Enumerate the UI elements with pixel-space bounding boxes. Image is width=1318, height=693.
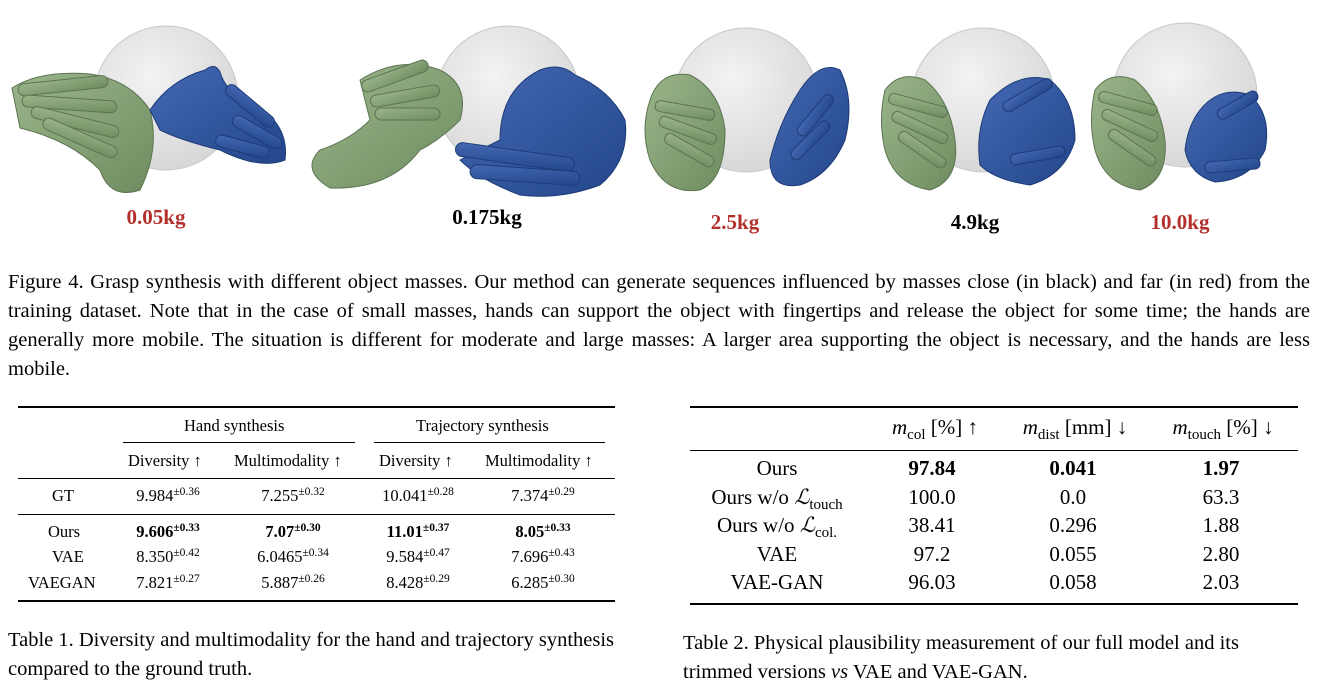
cell: 63.3	[1202, 485, 1240, 509]
cell: 1.97	[1202, 456, 1240, 480]
col-header-traj-multimodality: Multimodality ↑	[485, 451, 593, 470]
cell: $9.984^{\pm 0.36}$	[136, 486, 200, 505]
cell: $9.584^{\pm 0.47}$	[386, 547, 450, 566]
cell: 38.41	[908, 513, 956, 537]
group-header-trajectory: Trajectory synthesis	[416, 416, 549, 435]
header-rule	[690, 450, 1298, 451]
top-rule	[690, 406, 1298, 408]
cell: $8.05^{\pm 0.33}$	[515, 522, 571, 541]
row-name: Ours w/o ℒ$_{touch}$	[711, 485, 843, 514]
cell: $7.696^{\pm 0.43}$	[511, 547, 575, 566]
grasp-panel-4	[882, 28, 1076, 190]
left-hand	[12, 73, 153, 192]
cell: 97.2	[913, 542, 951, 566]
cell: 2.03	[1202, 570, 1240, 594]
header-rule	[18, 478, 615, 479]
cell: 100.0	[908, 485, 956, 509]
figure-4	[0, 0, 1318, 250]
cell: $10.041^{\pm 0.28}$	[382, 486, 454, 505]
col-header-traj-diversity: Diversity ↑	[379, 451, 453, 470]
left-hand	[312, 58, 463, 188]
col-header-m-touch: $m_{touch}$ [%] ↓	[1172, 415, 1274, 444]
cell: 96.03	[908, 570, 956, 594]
cell: $7.255^{\pm 0.32}$	[261, 486, 325, 505]
table-2	[690, 406, 1298, 606]
cell: $5.887^{\pm 0.26}$	[261, 573, 325, 592]
cell: $8.350^{\pm 0.42}$	[136, 547, 200, 566]
cell: $9.606^{\pm 0.33}$	[136, 522, 200, 541]
row-name: Ours	[756, 456, 798, 480]
cell: $7.821^{\pm 0.27}$	[136, 573, 200, 592]
row-name: Ours	[48, 522, 81, 541]
col-header-hand-diversity: Diversity ↑	[128, 451, 202, 470]
cell: 0.296	[1049, 513, 1097, 537]
col-header-m-dist: $m_{dist}$ [mm] ↓	[1022, 415, 1128, 444]
cell: 0.0	[1059, 485, 1087, 509]
mass-label-5: 10.0kg	[1150, 210, 1210, 234]
mass-label-4: 4.9kg	[950, 210, 1000, 234]
row-name: VAE-GAN	[730, 570, 824, 594]
mass-label-1: 0.05kg	[126, 205, 186, 229]
cell: $6.0465^{\pm 0.34}$	[257, 547, 329, 566]
col-header-hand-multimodality: Multimodality ↑	[234, 451, 342, 470]
cell: $6.285^{\pm 0.30}$	[511, 573, 575, 592]
grasp-renderings	[0, 0, 1318, 250]
group-rule-trajectory	[374, 442, 605, 443]
cell: $8.428^{\pm 0.29}$	[386, 573, 450, 592]
row-name: VAE	[52, 547, 84, 566]
row-name: VAEGAN	[28, 573, 96, 592]
cell: $11.01^{\pm 0.37}$	[386, 522, 450, 541]
cell: 1.88	[1202, 513, 1240, 537]
cell: $7.374^{\pm 0.29}$	[511, 486, 575, 505]
grasp-panel-3	[645, 28, 849, 191]
cell: 0.041	[1049, 456, 1097, 480]
bottom-rule	[690, 603, 1298, 605]
group-rule-hand	[123, 442, 355, 443]
cell: $7.07^{\pm 0.30}$	[265, 522, 321, 541]
table-1	[18, 406, 615, 602]
cell: 97.84	[908, 456, 956, 480]
grasp-panel-2	[312, 26, 626, 196]
mass-label-3: 2.5kg	[710, 210, 760, 234]
grasp-panel-1	[12, 26, 286, 193]
cell: 0.058	[1049, 570, 1097, 594]
row-name: GT	[52, 486, 74, 505]
top-rule	[18, 406, 615, 408]
group-header-hand: Hand synthesis	[184, 416, 285, 435]
row-name: Ours w/o ℒ$_{col.}$	[716, 513, 838, 542]
cell: 0.055	[1049, 542, 1097, 566]
col-header-m-col: $m_{col}$ [%] ↑	[892, 415, 978, 444]
grasp-panel-5	[1092, 23, 1267, 190]
table-2-caption: Table 2. Physical plausibility measurement of our full model and its trimmed versions vs VAE and VAE-GAN.	[683, 632, 1239, 683]
mass-label-2: 0.175kg	[452, 205, 522, 229]
row-name: VAE	[756, 542, 798, 566]
table-1-caption: Table 1. Diversity and multimodality for the hand and trajectory synthesis compared to the ground truth.	[8, 629, 615, 680]
bottom-rule	[18, 600, 615, 602]
mid-rule	[18, 514, 615, 515]
cell: 2.80	[1202, 542, 1240, 566]
figure-caption: Figure 4. Grasp synthesis with different object masses. Our method can generate sequences influenced by masses close (in black) and far (in red) from the training dataset. Note that in the case of small masses, hands can support the object with fingertips and release the object for some time; the hands are generally more mobile. The situation is different for moderate and large masses: A larger area supporting the object is necessary, and the hands are less mobile.	[8, 271, 1310, 380]
